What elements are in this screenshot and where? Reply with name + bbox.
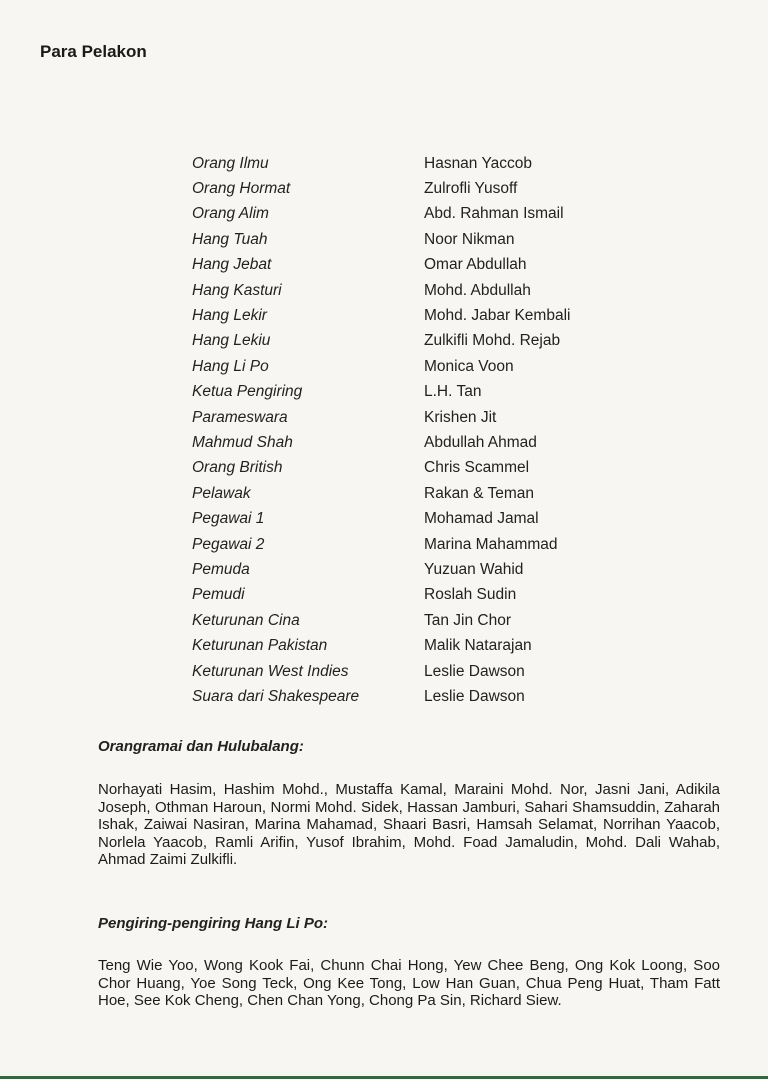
cast-role: Hang Tuah — [192, 230, 268, 248]
cast-row — [192, 202, 652, 227]
cast-row — [192, 303, 652, 328]
cast-role: Hang Lekiu — [192, 332, 271, 350]
cast-role: Mahmud Shah — [192, 433, 293, 451]
cast-actor: Malik Natarajan — [424, 637, 532, 655]
cast-role: Keturunan Pakistan — [192, 637, 328, 655]
page-title: Para Pelakon — [40, 42, 147, 61]
cast-row — [192, 227, 652, 252]
cast-actor: Zulrofli Yusoff — [424, 180, 518, 198]
cast-role: Pelawak — [192, 484, 251, 502]
cast-row — [192, 557, 652, 582]
cast-row — [192, 380, 652, 405]
cast-row — [192, 354, 652, 379]
cast-actor: Chris Scammel — [424, 459, 530, 477]
cast-actor: Monica Voon — [424, 357, 514, 375]
cast-role: Hang Kasturi — [192, 281, 282, 299]
crowd-section-text: Norhayati Hasim, Hashim Mohd., Mustaffa Kamal, Maraini Mohd. Nor, Jasni Jani, Adikila Joseph, Othman Haroun, Normi Mohd. Sidek, Hassan Jamburi, Sahari Shamsuddin, Zaharah Ishak, Zaiwai Nasiran, Marina Mahamad, Shaari Basri, Hamsah Selamat, Norrihan Yaacob, Norlela Yaacob, Ramli Arifin, Yusof Ibrahim, Mohd. Foad Jamaludin, Mohd. Dali Wahab, Ahmad Zaimi Zulkifli. — [98, 781, 720, 868]
cast-actor: Krishen Jit — [424, 408, 497, 426]
cast-role: Pegawai 1 — [192, 510, 265, 528]
cast-actor: Leslie Dawson — [424, 687, 525, 705]
cast-actor: Roslah Sudin — [424, 586, 517, 604]
cast-role: Parameswara — [192, 408, 288, 426]
cast-list — [192, 151, 652, 710]
cast-role: Hang Lekir — [192, 307, 267, 325]
cast-row — [192, 405, 652, 430]
crowd-section-title: Orangramai dan Hulubalang: — [98, 738, 304, 755]
cast-row — [192, 176, 652, 201]
cast-actor: Zulkifli Mohd. Rejab — [424, 332, 561, 350]
cast-actor: Mohamad Jamal — [424, 510, 539, 528]
cast-role: Orang British — [192, 459, 283, 477]
cast-row — [192, 481, 652, 506]
cast-row — [192, 659, 652, 684]
cast-actor: Marina Mahammad — [424, 535, 558, 553]
cast-row — [192, 633, 652, 658]
cast-actor: Tan Jin Chor — [424, 611, 512, 629]
attendants-section-text: Teng Wie Yoo, Wong Kook Fai, Chunn Chai Hong, Yew Chee Beng, Ong Kok Loong, Soo Chor Huang, Yoe Song Teck, Ong Kee Tong, Low Han Guan, Chua Peng Huat, Tham Fatt Hoe, See Kok Cheng, Chen Chan Yong, Chong Pa Sin, Richard Siew. — [98, 957, 720, 1009]
cast-role: Keturunan Cina — [192, 611, 300, 629]
cast-row — [192, 329, 652, 354]
cast-actor: Omar Abdullah — [424, 256, 527, 274]
cast-actor: Noor Nikman — [424, 230, 515, 248]
cast-row — [192, 278, 652, 303]
cast-row — [192, 608, 652, 633]
cast-role: Pegawai 2 — [192, 535, 265, 553]
cast-actor: Abd. Rahman Ismail — [424, 205, 564, 223]
cast-actor: Rakan & Teman — [424, 484, 534, 502]
cast-row — [192, 506, 652, 531]
cast-role: Keturunan West Indies — [192, 662, 349, 680]
attendants-section-title: Pengiring-pengiring Hang Li Po: — [98, 915, 328, 932]
cast-actor: L.H. Tan — [424, 383, 482, 401]
cast-role: Orang Hormat — [192, 180, 291, 198]
cast-actor: Abdullah Ahmad — [424, 433, 537, 451]
cast-role: Pemudi — [192, 586, 245, 604]
cast-role: Hang Jebat — [192, 256, 272, 274]
cast-actor: Yuzuan Wahid — [424, 560, 524, 578]
cast-row — [192, 430, 652, 455]
cast-row — [192, 151, 652, 176]
cast-actor: Mohd. Abdullah — [424, 281, 531, 299]
cast-role: Suara dari Shakespeare — [192, 687, 360, 705]
cast-role: Ketua Pengiring — [192, 383, 303, 401]
cast-role: Orang Alim — [192, 205, 269, 223]
cast-role: Orang Ilmu — [192, 154, 269, 172]
cast-actor: Hasnan Yaccob — [424, 154, 533, 172]
cast-actor: Leslie Dawson — [424, 662, 525, 680]
cast-row — [192, 456, 652, 481]
cast-actor: Mohd. Jabar Kembali — [424, 307, 571, 325]
cast-row — [192, 253, 652, 278]
cast-role: Hang Li Po — [192, 357, 269, 375]
cast-row — [192, 684, 652, 709]
cast-row — [192, 583, 652, 608]
cast-role: Pemuda — [192, 560, 250, 578]
cast-row — [192, 532, 652, 557]
